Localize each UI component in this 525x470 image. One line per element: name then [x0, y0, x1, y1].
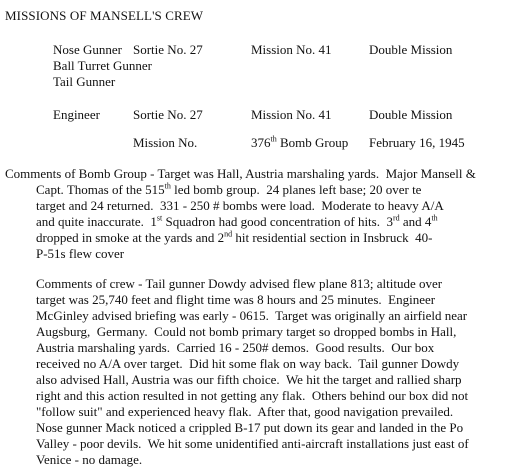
crew-comments-line-12: Venice - no damage.: [36, 452, 143, 467]
crew-comments-line-3: McGinley advised briefing was early - 0615. Target was originally an airfield near: [36, 308, 468, 323]
bomb-group-comments-line-4: [36, 214, 438, 230]
crew-position-ball-turret-gunner: Ball Turret Gunner: [53, 58, 152, 73]
bomb-group-number: 376: [251, 135, 271, 150]
crew-comments-line-9: "follow suit" and experienced heavy flak. After that, good navigation prevailed.: [36, 404, 454, 419]
bomb-group-comments-line-6: P-51s flew cover: [36, 246, 125, 261]
bomb-group-comments-line-2: [36, 182, 421, 198]
text-run: dropped in smoke at the yards and 2: [36, 230, 225, 245]
crew-comments-line-6: received no A/A over target. Did hit some flak on way back. Tail gunner Dowdy: [36, 356, 460, 371]
text-run: hit residential section in Insbruck 40-: [232, 230, 433, 245]
text-run: led bomb group. 24 planes left base; 20 over te: [170, 182, 422, 197]
mission-type-2: Double Mission: [369, 107, 453, 122]
crew-comments-line-4: Augsburg, Germany. Could not bomb primary target so dropped bombs in Hall,: [36, 324, 457, 339]
bomb-group-comments-line-5: [36, 230, 432, 246]
bomb-group-comments-line-3: target and 24 returned. 331 - 250 # bombs were load. Moderate to heavy A/A: [36, 198, 444, 213]
text-run: and 4: [399, 214, 432, 229]
crew-comments-line-1: Comments of crew - Tail gunner Dowdy advised flew plane 813; altitude over: [36, 276, 443, 291]
text-run: and quite inaccurate. 1: [36, 214, 157, 229]
sortie-number-2: Sortie No. 27: [133, 107, 203, 122]
crew-position-engineer: Engineer: [53, 107, 100, 122]
superscript: st: [156, 213, 163, 223]
superscript: th: [164, 181, 171, 191]
bomb-group-rest: Bomb Group: [276, 135, 349, 150]
document-heading: MISSIONS OF MANSELL'S CREW: [5, 8, 204, 23]
crew-comments-line-5: Austria marshaling yards. Carried 16 - 250# demos. Good results. Our box: [36, 340, 435, 355]
text-run: Capt. Thomas of the 515: [36, 182, 165, 197]
mission-number-1: Mission No. 41: [251, 42, 332, 57]
crew-position-nose-gunner: Nose Gunner: [53, 42, 122, 57]
bomb-group: [251, 135, 348, 151]
superscript: th: [431, 213, 438, 223]
sortie-number-1: Sortie No. 27: [133, 42, 203, 57]
crew-comments-line-8: right and this action resulted in not getting any flak. Others behind our box did not: [36, 388, 469, 403]
mission-number-2: Mission No. 41: [251, 107, 332, 122]
mission-date: February 16, 1945: [369, 135, 465, 150]
crew-position-tail-gunner: Tail Gunner: [53, 74, 116, 89]
superscript: nd: [224, 229, 233, 239]
crew-comments-line-2: target was 25,740 feet and flight time was 8 hours and 25 minutes. Engineer: [36, 292, 436, 307]
bomb-group-suffix: th: [270, 134, 277, 144]
mission-number-label: Mission No.: [133, 135, 198, 150]
superscript: rd: [392, 213, 400, 223]
crew-comments-line-7: also advised Hall, Austria was our fifth choice. We hit the target and rallied sharp: [36, 372, 462, 387]
mission-type-1: Double Mission: [369, 42, 453, 57]
crew-comments-line-11: Valley - poor devils. We hit some unidentified anti-aircraft installations just east of: [36, 436, 469, 451]
bomb-group-comments-line-1: Comments of Bomb Group - Target was Hall, Austria marshaling yards. Major Mansell &: [5, 166, 476, 181]
crew-comments-line-10: Nose gunner Mack noticed a crippled B-17 put down its gear and landed in the Po: [36, 420, 464, 435]
text-run: Squadron had good concentration of hits. 3: [162, 214, 393, 229]
